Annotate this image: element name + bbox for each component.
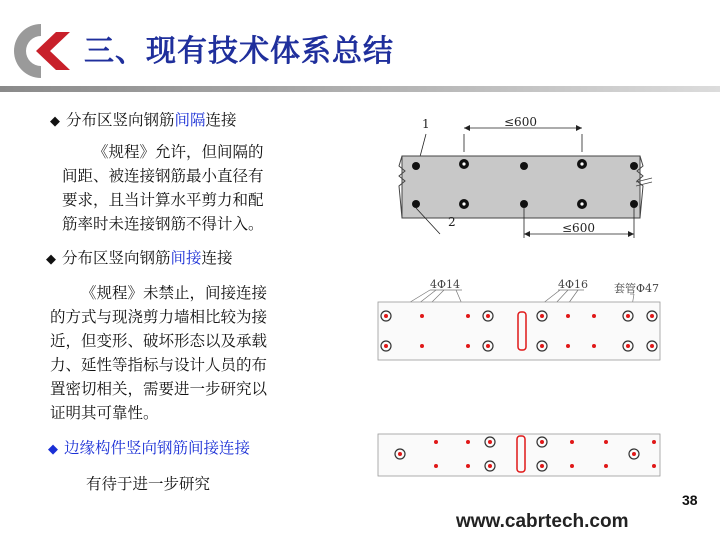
diamond-bullet-icon: ◆	[46, 252, 56, 267]
paragraph-line: 证明其可靠性。	[50, 404, 159, 422]
heading-text-tail: 连接	[205, 111, 237, 129]
diamond-bullet-icon: ◆	[48, 442, 58, 457]
heading-highlight: 间隔	[174, 111, 206, 129]
spacing-bottom-label: ≤600	[562, 221, 595, 235]
section-heading-2	[46, 247, 233, 271]
heading-text: 边缘构件竖向钢筋间接连接	[64, 439, 251, 457]
wall-rebar-section-diagram	[392, 108, 692, 246]
paragraph-line: 筋率时未连接钢筋不得计入。	[62, 215, 264, 233]
heading-text-tail: 连接	[201, 249, 233, 267]
paragraph-line: 间距、被连接钢筋最小直径有	[62, 167, 264, 185]
heading-highlight: 间接	[170, 249, 202, 267]
label-4phi14: 4Φ14	[430, 278, 461, 291]
page-number: 38	[682, 492, 698, 508]
section-paragraph-2	[50, 281, 350, 425]
website-url: www.cabrtech.com	[456, 511, 629, 532]
paragraph-line: 力、延性等指标与设计人员的布	[50, 356, 268, 374]
edge-member-diagram-2	[372, 428, 672, 480]
heading-text: 分布区竖向钢筋	[62, 249, 171, 267]
label-4phi16: 4Φ16	[558, 278, 589, 291]
paragraph-line: 的方式与现浇剪力墙相比较为接	[50, 308, 268, 326]
section-paragraph-3	[86, 472, 346, 496]
paragraph-line: 置密切相关，需要进一步研究以	[50, 380, 268, 398]
spacing-top-label: ≤600	[504, 115, 537, 129]
edge-member-diagram-1	[372, 272, 672, 372]
paragraph-line: 《规程》允许，但间隔的	[93, 143, 264, 161]
paragraph-line: 有待于进一步研究	[86, 475, 211, 493]
diamond-bullet-icon: ◆	[50, 114, 60, 129]
section-heading-1	[50, 109, 237, 133]
section-paragraph-1	[62, 140, 342, 236]
page-title: 三、现有技术体系总结	[84, 34, 394, 69]
title-underline-bar	[0, 86, 720, 92]
label-2: 2	[448, 215, 456, 229]
label-1: 1	[422, 117, 430, 131]
section-heading-3	[48, 437, 250, 461]
label-sleeve: 套管Φ47	[614, 282, 660, 295]
paragraph-line: 要求，且当计算水平剪力和配	[62, 191, 264, 209]
paragraph-line: 近，但变形、破坏形态以及承载	[50, 332, 268, 350]
heading-text: 分布区竖向钢筋	[66, 111, 175, 129]
paragraph-line: 《规程》未禁止，间接连接	[81, 284, 268, 302]
company-logo-icon	[10, 22, 72, 80]
